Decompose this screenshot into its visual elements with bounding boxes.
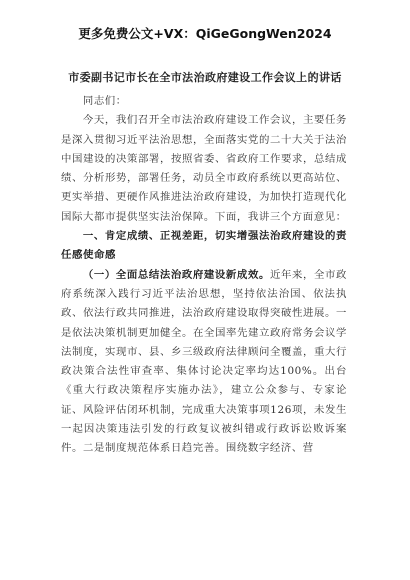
subsection-text: 近年来，全市政府系统深入践行习近平法治思想，坚持依法治国、依法执政、依法行政共同推进，法治政府建设取得突破性进展。一是依法决策机制更加健全。在全国率先建立政府常务会议学法制度，实现市、县、乡三级政府法律顾问全覆盖，重大行政决策合法性审查率、集体讨论决定率均达100%。出台《重大行政决策程序实施办法》，建立公众参与、专家论证、风险评估闭环机制，完成重大决策事项126项，未发生一起因决策违法引发的行政复议被纠错或行政诉讼败诉案件。二是制度规范体系日趋完善。围绕数字经济、营 xyxy=(61,268,348,455)
document-title: 市委副书记市长在全市法治政府建设工作会议上的讲话 xyxy=(68,71,342,84)
section-heading: 一、肯定成绩、正视差距，切实增强法治政府建设的责任感使命感 xyxy=(61,230,347,262)
intro-paragraph: 今天，我们召开全市法治政府建设工作会议，主要任务是深入贯彻习近平法治思想，全面落实党的二十大关于法治中国建设的决策部署，按照省委、省政府工作要求，总结成绩、分析形势，部署任务，动员全市政府系统以更高站位、更实举措、更硬作风推进法治政府建设，为加快打造现代化国际大都市提供坚实法治保障。下面，我讲三个方面意见： xyxy=(61,114,347,223)
salutation: 同志们： xyxy=(82,95,127,107)
document-body xyxy=(61,92,347,459)
subsection-paragraph xyxy=(61,266,347,459)
promo-banner: 更多免费公文+VX：QiGeGongWen2024 xyxy=(78,26,332,41)
subsection-heading: （一）全面总结法治政府建设新成效。 xyxy=(82,268,270,281)
